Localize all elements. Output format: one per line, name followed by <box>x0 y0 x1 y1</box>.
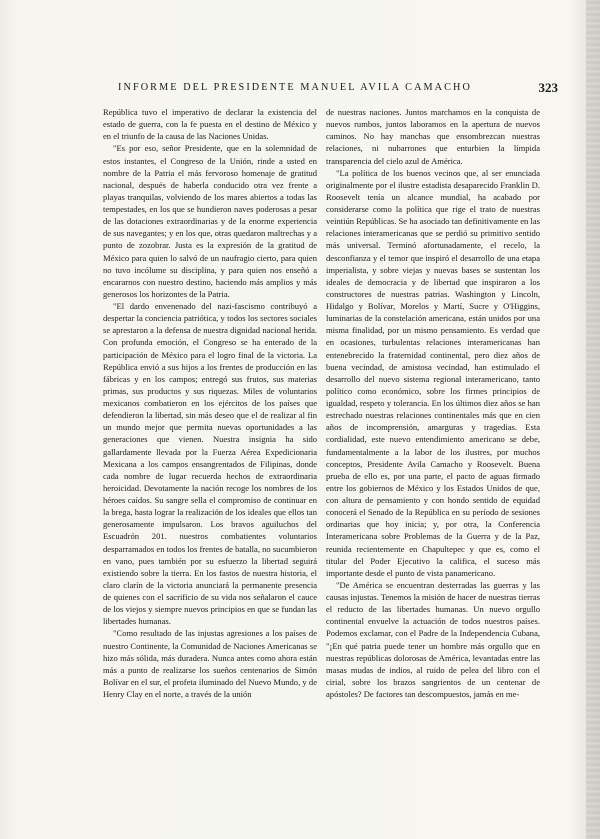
paragraph: "Es por eso, señor Presidente, que en la solemnidad de estos instantes, el Congreso de la Unión, rinde a usted en nombre de la Patria el más fervoroso homenaje de gratitud nacional, después de haberla conducido otra vez frente a playas tranquilas, volviendo de los mares abiertos a todas las tempestades, en los que se hundieron naves poderosas a pesar de las dotaciones extraordinarias y de la enorme experiencia de sus navegantes; y en los que, otras quedaron maltrechas y a punto de zozobrar. Justa es la expresión de la gratitud de México para quien lo salvó de un naufragio cierto, para quien no tuvo incólume su disciplina, y para quien nos enseñó a encararnos con nuestro destino, haciendo más amplios y más generosos los horizontes de la Patria. <box>103 143 317 299</box>
paragraph: "De América se encuentran desterradas las guerras y las causas injustas. Tenemos la misión de hacer de nuestras tierras el reducto de las libertades humanas. Un nuevo orgullo continental envuelve la actuación de todos nuestros países. Podemos exclamar, con el Padre de la Independencia Cubana, "¡En qué patria puede tener un hombre más orgullo que en nuestras repúblicas dolorosas de América, levantadas entre las masas mudas de indios, al ruido de pelea del libro con el cirial, sobre los brazos sangrientos de un centenar de apóstoles? De factores tan descompuestos, jamás en me- <box>326 579 540 699</box>
running-header <box>118 82 558 98</box>
paragraph: de nuestras naciones. Juntos marchamos en la conquista de nuevos rumbos, juntos laboramos en la apertura de nuevos caminos. No hay manchas que ensombrezcan nuestras relaciones, ni nubarrones que enturbien la límpida transparencia del cielo azul de América. <box>326 107 540 166</box>
left-column <box>103 106 317 700</box>
paragraph: República tuvo el imperativo de declarar la existencia del estado de guerra, con la fe puesta en el destino de México y en el triunfo de la causa de las Naciones Unidas. <box>103 107 317 142</box>
page-number: 323 <box>538 80 558 95</box>
paragraph: "El dardo envenenado del nazi-fascismo contribuyó a despertar la conciencia patriótica, y todos los sectores sociales se aprestaron a la defensa de nuestra dignidad nacional herida. Con profunda emoción, el Congreso se ha enterado de la participación de México para el logro final de la victoria. La República envió a sus hijos a los frentes de producción en las fábricas y en los campos; entregó sus frutos, sus materias primas, sus productos y sus riquezas. Miles de voluntarios mexicanos combatieron en los ejércitos de los países que defendieron la libertad, sin más deseo que el de realizar al fin un mundo mejor que permita nuevas oportunidades a las generaciones que vienen. Nuestra insignia ha sido gallardamente llevada por la Fuerza Aérea Expedicionaria Mexicana a los campos ensangrentados de Filipinas, donde cada nombre de lugar recuerda hechos de extraordinaria heroicidad. Devotamente la nación recoge los nombres de los héroes caídos. Su sangre sella el compromiso de continuar en la brega, hasta lograr la realización de los ideales que ellos tan generosamente impulsaron. Los bravos aguiluchos del Escuadrón 201. nuestros combatientes voluntarios desparramados en todos los frentes de batalla, no sucumbieron en vano, pues también por su esfuerzo la libertad seguirá existiendo sobre la tierra. En los fastos de nuestra historia, el claro clarín de la victoria anunciará la permanente presencia de quienes con el sacrificio de su vida nos señalaron el cauce de los viejos y siempre nuevos principios en que se fundan las libertades humanas. <box>103 301 317 627</box>
header-title: INFORME DEL PRESIDENTE MANUEL AVILA CAMACHO <box>118 82 472 93</box>
paragraph: "Como resultado de las injustas agresiones a los países de nuestro Continente, la Comunidad de Naciones Americanas se hizo más sólida, más duradera. Nunca antes como ahora están más a punto de realizarse los sueños centenarios de Simón Bolívar en el sur, el profeta iluminado del Nuevo Mundo, y de Henry Clay en el norte, a través de la unión <box>103 628 317 699</box>
paragraph: "La política de los buenos vecinos que, al ser enunciada originalmente por el ilustre estadista desaparecido Franklin D. Roosevelt tenía un alcance mundial, ha acabado por considerarse como la política que rige el trato de nuestras veintiún Repúblicas. Se ha asociado tan definitivamente en las relaciones interamericanas que se perdió su primitivo sentido más universal. Terminó afortunadamente, el recelo, la desconfianza y el temor que inspiró el desarrollo de una etapa imperialista, y sobre viejas y nuevas bases se sustentan los ideales de democracia y de libertad que inspiraron a los constructores de nuestras patrias. Washington y Lincoln, Hidalgo y Bolívar, Morelos y Martí, Sucre y O'Higgins, luminarias de la constelación americana, están unidos por una misma finalidad, por un mismo pensamiento. Es verdad que en ocasiones, turbulentas relaciones interamericanas han entenebrecido la fraternidad continental, pero diez años de buena vecindad, de amistosa vecindad, han estimulado el desarrollo del nuevo sistema regional interamericano, tanto político como económico, sobre los firmes principios de igualdad, respeto y tolerancia. En los últimos diez años se han estrechado nuestras relaciones continentales más que en cien años de incomprensión, amarguras y tragedias. Esta cordialidad, este nuevo entendimiento americano se debe, fundamentalmente a la labor de los ilustres, por muchos conceptos, Presidente Avila Camacho y Roosevelt. Buena prueba de ello es, por una parte, el pacto de aguas firmado entre los gobiernos de México y los Estados Unidos de que, con altura de pensamiento y con hondo sentido de equidad conocerá el Senado de la República en su período de sesiones ordinarias que hoy inicia; y, por otra, la Conferencia Interamericana sobre Problemas de la Guerra y de la Paz, reunida recientemente en Chapultepec y que es, como el titular del Poder Ejecutivo la califica, el suceso más importante desde el punto de vista panamericano. <box>326 167 540 578</box>
right-column <box>326 106 540 700</box>
scan-edge <box>586 0 600 839</box>
